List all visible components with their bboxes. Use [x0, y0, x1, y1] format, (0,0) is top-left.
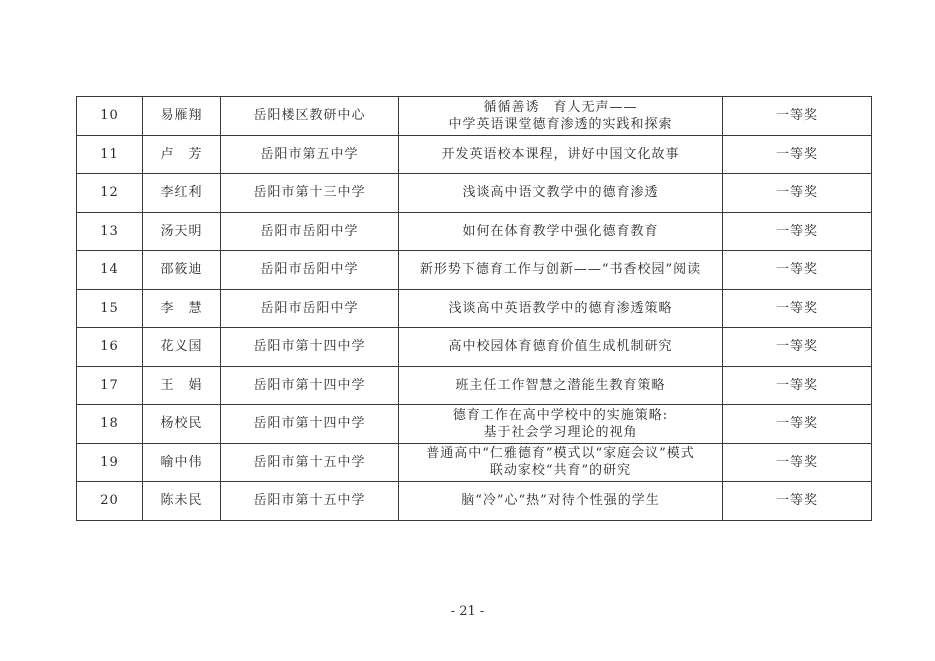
entry-number-cell: 19 [77, 443, 143, 482]
paper-title-cell [399, 212, 723, 251]
paper-title-cell [399, 366, 723, 405]
paper-title-line: 班主任工作智慧之潜能生教育策略 [455, 377, 666, 393]
school-cell: 岳阳市第十四中学 [221, 405, 399, 444]
entry-number-cell: 10 [77, 97, 143, 136]
table-row [77, 97, 872, 136]
school-cell: 岳阳市第十四中学 [221, 366, 399, 405]
table-row [77, 482, 872, 521]
table-row [77, 212, 872, 251]
author-name-cell: 李红利 [143, 174, 221, 213]
paper-title-cell [399, 97, 723, 136]
page-number: - 21 - [450, 604, 485, 619]
paper-title-line: 中学英语课堂德育渗透的实践和探索 [448, 116, 673, 132]
school-cell: 岳阳楼区教研中心 [221, 97, 399, 136]
paper-title-cell [399, 482, 723, 521]
paper-title-line: 循循善诱 育人无声—— [483, 99, 638, 115]
author-name-cell: 王 娟 [143, 366, 221, 405]
author-name-cell: 汤天明 [143, 212, 221, 251]
paper-title-cell [399, 289, 723, 328]
paper-title-line: 基于社会学习理论的视角 [483, 424, 638, 440]
table-row [77, 366, 872, 405]
award-level-cell: 一等奖 [723, 212, 872, 251]
school-cell: 岳阳市第五中学 [221, 135, 399, 174]
table-row [77, 405, 872, 444]
paper-title-line: 脑“冷”心“热”对待个性强的学生 [461, 493, 660, 509]
author-name-cell: 陈未民 [143, 482, 221, 521]
table-row [77, 135, 872, 174]
table-row [77, 328, 872, 367]
table-row [77, 443, 872, 482]
school-cell: 岳阳市岳阳中学 [221, 212, 399, 251]
paper-title-cell [399, 405, 723, 444]
paper-title-cell [399, 443, 723, 482]
table-row [77, 289, 872, 328]
author-name-cell: 花义国 [143, 328, 221, 367]
entry-number-cell: 15 [77, 289, 143, 328]
entry-number-cell: 14 [77, 251, 143, 290]
paper-title-line: 普通高中“仁雅德育”模式以“家庭会议”模式 [426, 446, 695, 462]
entry-number-cell: 17 [77, 366, 143, 405]
paper-title-line: 联动家校“共育”的研究 [489, 463, 632, 479]
award-level-cell: 一等奖 [723, 174, 872, 213]
school-cell: 岳阳市第十五中学 [221, 482, 399, 521]
award-level-cell: 一等奖 [723, 405, 872, 444]
award-level-cell: 一等奖 [723, 251, 872, 290]
school-cell: 岳阳市第十三中学 [221, 174, 399, 213]
award-level-cell: 一等奖 [723, 289, 872, 328]
awards-table [76, 96, 872, 521]
award-level-cell: 一等奖 [723, 366, 872, 405]
entry-number-cell: 18 [77, 405, 143, 444]
author-name-cell: 易雁翔 [143, 97, 221, 136]
award-level-cell: 一等奖 [723, 135, 872, 174]
paper-title-line: 新形势下德育工作与创新——“书香校园”阅读 [419, 262, 702, 278]
award-level-cell: 一等奖 [723, 443, 872, 482]
entry-number-cell: 12 [77, 174, 143, 213]
entry-number-cell: 16 [77, 328, 143, 367]
author-name-cell: 喻中伟 [143, 443, 221, 482]
paper-title-line: 浅谈高中语文教学中的德育渗透 [462, 185, 659, 201]
school-cell: 岳阳市第十五中学 [221, 443, 399, 482]
award-level-cell: 一等奖 [723, 328, 872, 367]
table-row [77, 174, 872, 213]
entry-number-cell: 13 [77, 212, 143, 251]
awards-table-body [77, 97, 872, 521]
entry-number-cell: 11 [77, 135, 143, 174]
school-cell: 岳阳市岳阳中学 [221, 289, 399, 328]
table-row [77, 251, 872, 290]
paper-title-cell [399, 251, 723, 290]
school-cell: 岳阳市第十四中学 [221, 328, 399, 367]
paper-title-line: 德育工作在高中学校中的实施策略: [452, 407, 669, 423]
entry-number-cell: 20 [77, 482, 143, 521]
author-name-cell: 邵筱迪 [143, 251, 221, 290]
author-name-cell: 杨校民 [143, 405, 221, 444]
paper-title-cell [399, 328, 723, 367]
paper-title-cell [399, 135, 723, 174]
author-name-cell: 卢 芳 [143, 135, 221, 174]
paper-title-line: 开发英语校本课程，讲好中国文化故事 [441, 146, 680, 162]
author-name-cell: 李 慧 [143, 289, 221, 328]
paper-title-cell [399, 174, 723, 213]
school-cell: 岳阳市岳阳中学 [221, 251, 399, 290]
award-level-cell: 一等奖 [723, 97, 872, 136]
award-level-cell: 一等奖 [723, 482, 872, 521]
paper-title-line: 如何在体育教学中强化德育教育 [462, 223, 659, 239]
paper-title-line: 高中校园体育德育价值生成机制研究 [448, 339, 673, 355]
paper-title-line: 浅谈高中英语教学中的德育渗透策略 [448, 300, 673, 316]
